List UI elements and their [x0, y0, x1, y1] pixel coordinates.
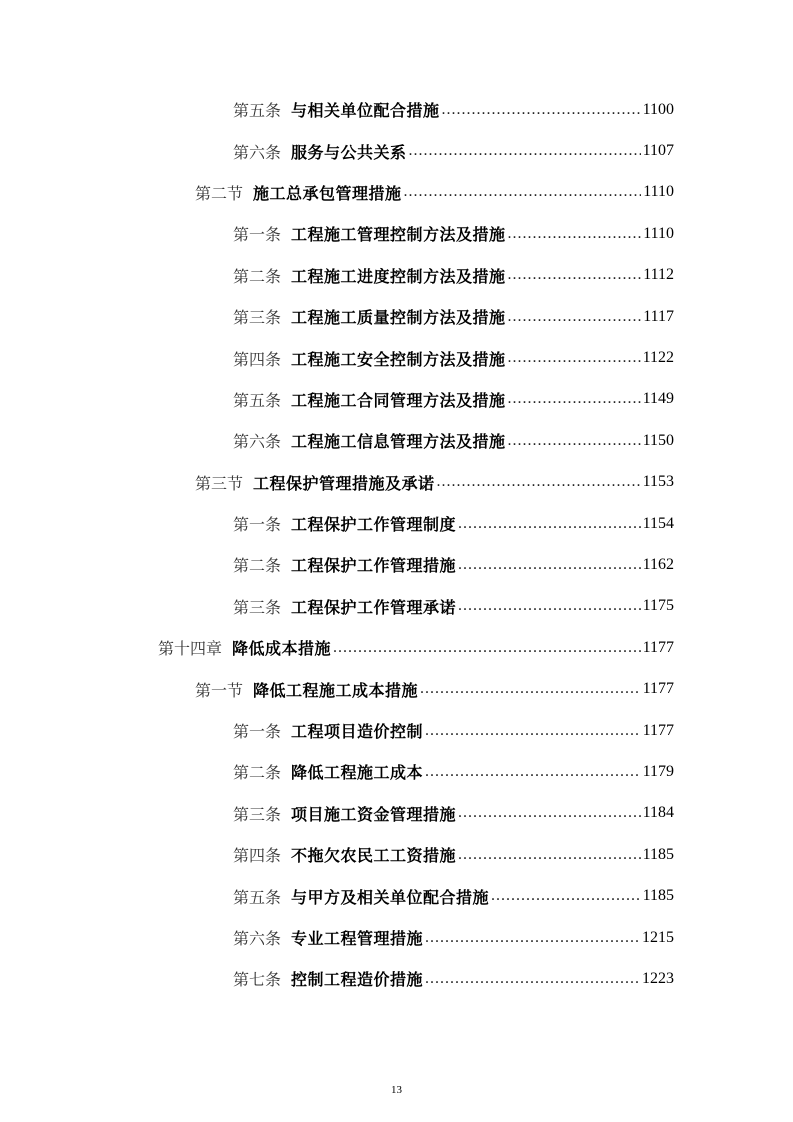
dot-leader	[508, 266, 642, 284]
toc-entry-number: 第三条	[233, 308, 282, 328]
toc-entry-title: 降低工程施工成本	[291, 763, 424, 783]
toc-entry[interactable]	[0, 337, 793, 378]
table-of-contents	[0, 89, 793, 1000]
toc-entry-page: 1154	[642, 514, 674, 532]
toc-entry[interactable]	[0, 172, 793, 213]
dot-leader	[409, 142, 641, 160]
toc-entry-page: 1185	[642, 845, 674, 863]
toc-entry-title: 与相关单位配合措施	[291, 101, 440, 121]
dot-leader	[508, 308, 642, 326]
toc-entry-title: 工程施工安全控制方法及措施	[291, 349, 506, 369]
toc-entry-page: 1162	[642, 555, 674, 573]
toc-entry-page: 1175	[642, 597, 674, 615]
toc-entry-page: 1177	[642, 680, 674, 698]
dot-leader	[437, 473, 641, 491]
toc-entry-title: 工程施工信息管理方法及措施	[291, 432, 506, 452]
dot-leader	[458, 515, 641, 533]
toc-entry-title: 工程保护工作管理制度	[291, 515, 457, 535]
toc-entry[interactable]	[0, 586, 793, 627]
dot-leader	[458, 597, 641, 615]
toc-entry-number: 第六条	[233, 432, 282, 452]
toc-entry[interactable]	[0, 958, 793, 999]
dot-leader	[458, 556, 641, 574]
dot-leader	[458, 804, 641, 822]
toc-entry-page: 1117	[643, 307, 674, 325]
toc-entry[interactable]	[0, 213, 793, 254]
toc-entry-title: 工程施工管理控制方法及措施	[291, 225, 506, 245]
toc-entry[interactable]	[0, 379, 793, 420]
dot-leader	[425, 970, 640, 988]
toc-entry-number: 第十四章	[158, 639, 223, 659]
toc-entry-page: 1110	[643, 183, 674, 201]
toc-entry-number: 第五条	[233, 390, 282, 410]
dot-leader	[425, 763, 641, 781]
toc-entry-number: 第二条	[233, 266, 282, 286]
toc-entry-title: 工程施工进度控制方法及措施	[291, 266, 506, 286]
toc-entry-page: 1177	[642, 638, 674, 656]
toc-entry-title: 施工总承包管理措施	[253, 183, 402, 203]
dot-leader	[491, 887, 641, 905]
toc-entry-title: 工程保护管理措施及承诺	[253, 473, 435, 493]
dot-leader	[458, 846, 641, 864]
toc-entry[interactable]	[0, 834, 793, 875]
toc-entry[interactable]	[0, 462, 793, 503]
dot-leader	[420, 680, 641, 698]
toc-entry-page: 1122	[642, 349, 674, 367]
toc-entry-page: 1149	[642, 390, 674, 408]
toc-entry-number: 第五条	[233, 101, 282, 121]
dot-leader	[508, 225, 642, 243]
toc-entry[interactable]	[0, 875, 793, 916]
toc-entry-page: 1110	[643, 224, 674, 242]
toc-entry-number: 第二条	[233, 556, 282, 576]
toc-entry[interactable]	[0, 751, 793, 792]
dot-leader	[425, 722, 641, 740]
dot-leader	[425, 929, 640, 947]
toc-entry-title: 服务与公共关系	[291, 142, 407, 162]
toc-entry-number: 第四条	[233, 846, 282, 866]
toc-entry-title: 与甲方及相关单位配合措施	[291, 887, 490, 907]
toc-entry-page: 1107	[642, 142, 674, 160]
toc-entry[interactable]	[0, 89, 793, 130]
toc-entry[interactable]	[0, 917, 793, 958]
toc-entry-title: 工程保护工作管理承诺	[291, 597, 457, 617]
page-number-footer: 13	[391, 1084, 402, 1096]
toc-entry[interactable]	[0, 503, 793, 544]
toc-entry-number: 第三条	[233, 804, 282, 824]
toc-entry-page: 1215	[642, 928, 674, 946]
toc-entry-number: 第六条	[233, 929, 282, 948]
toc-entry-number: 第三节	[195, 473, 244, 493]
dot-leader	[508, 432, 641, 450]
toc-entry-number: 第一条	[233, 515, 282, 535]
toc-entry-title: 项目施工资金管理措施	[291, 804, 457, 824]
toc-entry[interactable]	[0, 668, 793, 709]
toc-entry-number: 第六条	[233, 142, 282, 162]
toc-entry-number: 第四条	[233, 349, 282, 369]
toc-entry-number: 第一条	[233, 722, 282, 742]
dot-leader	[404, 183, 642, 201]
dot-leader	[508, 349, 641, 367]
toc-entry-title: 工程施工合同管理方法及措施	[291, 390, 506, 410]
toc-entry-title: 降低成本措施	[232, 639, 332, 659]
toc-entry-number: 第三条	[233, 597, 282, 617]
toc-entry-number: 第二条	[233, 763, 282, 783]
toc-entry-title: 工程施工质量控制方法及措施	[291, 308, 506, 328]
toc-entry[interactable]	[0, 627, 793, 668]
dot-leader	[442, 101, 641, 119]
toc-entry[interactable]	[0, 420, 793, 461]
toc-entry-page: 1179	[642, 762, 674, 780]
toc-entry[interactable]	[0, 544, 793, 585]
toc-entry-title: 不拖欠农民工工资措施	[291, 846, 457, 866]
toc-entry-page: 1184	[642, 804, 674, 822]
toc-entry[interactable]	[0, 793, 793, 834]
toc-entry-page: 1177	[642, 721, 674, 739]
toc-entry-page: 1112	[643, 266, 674, 284]
toc-entry-number: 第五条	[233, 887, 282, 907]
dot-leader	[333, 639, 641, 657]
toc-entry-number: 第二节	[195, 183, 244, 203]
toc-entry-title: 控制工程造价措施	[291, 970, 424, 990]
toc-entry-page: 1153	[642, 473, 674, 491]
dot-leader	[508, 390, 641, 408]
toc-entry[interactable]	[0, 130, 793, 171]
toc-entry[interactable]	[0, 296, 793, 337]
toc-entry-title: 工程项目造价控制	[291, 722, 424, 742]
toc-entry-page: 1223	[642, 969, 674, 987]
toc-entry[interactable]	[0, 255, 793, 296]
toc-entry-number: 第七条	[233, 970, 282, 990]
toc-entry-title: 降低工程施工成本措施	[253, 680, 419, 700]
toc-entry-page: 1100	[642, 100, 674, 118]
toc-entry[interactable]	[0, 710, 793, 751]
toc-entry-number: 第一节	[195, 680, 244, 700]
toc-entry-title: 专业工程管理措施	[291, 929, 424, 948]
toc-entry-number: 第一条	[233, 225, 282, 245]
toc-entry-page: 1185	[642, 887, 674, 905]
toc-entry-title: 工程保护工作管理措施	[291, 556, 457, 576]
toc-entry-page: 1150	[642, 431, 674, 449]
